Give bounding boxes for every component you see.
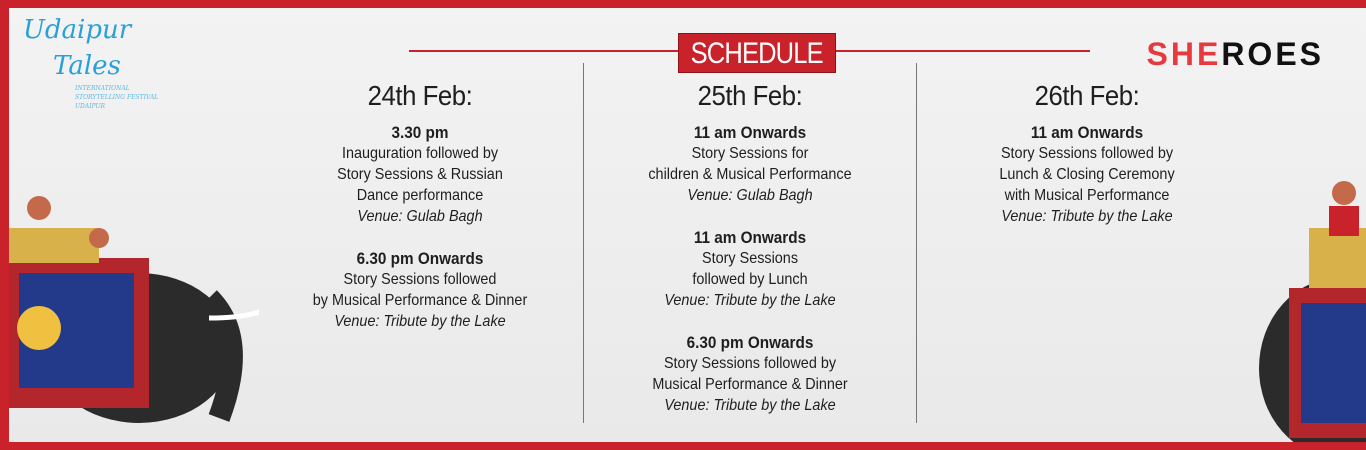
day-column (255, 80, 585, 353)
event-venue: Venue: Tribute by the Lake (334, 313, 506, 330)
day-column (585, 80, 915, 437)
day-date: 24th Feb: (367, 80, 473, 111)
title-rule-left (409, 50, 679, 52)
sheroes-black: ROES (1221, 36, 1324, 72)
event-description: by Musical Performance & Dinner (312, 292, 528, 309)
event-description: Musical Performance & Dinner (652, 376, 848, 393)
event-description: Story Sessions (701, 250, 799, 267)
schedule-title (678, 33, 836, 73)
event-description: with Musical Performance (1004, 187, 1170, 204)
event-description: Story Sessions followed by (663, 355, 837, 372)
event-description: Story Sessions followed by (1000, 145, 1174, 162)
udaipur-tales-logo (23, 12, 158, 111)
event-time: 11 am Onwards (693, 123, 807, 142)
event-description: Dance performance (356, 187, 484, 204)
event-time: 11 am Onwards (693, 228, 807, 247)
logo-line1: Udaipur (23, 15, 132, 45)
schedule-event (585, 122, 915, 206)
schedule-event (255, 122, 585, 227)
day-date: 26th Feb: (1034, 80, 1140, 111)
event-description: Inauguration followed by (341, 145, 499, 162)
logo-line2: Tales (53, 51, 121, 81)
event-time: 3.30 pm (391, 123, 449, 142)
title-rule-right (835, 50, 1090, 52)
event-venue: Venue: Tribute by the Lake (1001, 208, 1173, 225)
schedule-event (922, 122, 1252, 227)
event-venue: Venue: Gulab Bagh (357, 208, 483, 225)
column-divider (916, 63, 917, 423)
elephant-right-illustration (1229, 158, 1366, 442)
schedule-banner (9, 8, 1366, 442)
day-date: 25th Feb: (697, 80, 803, 111)
event-venue: Venue: Tribute by the Lake (664, 397, 836, 414)
logo-tagline: INTERNATIONAL (75, 85, 130, 92)
logo-tagline: UDAIPUR (75, 103, 106, 110)
event-time: 6.30 pm Onwards (356, 249, 484, 268)
event-time: 6.30 pm Onwards (686, 333, 814, 352)
day-column (922, 80, 1252, 248)
schedule-title-text: SCHEDULE (690, 37, 824, 70)
event-description: Story Sessions for (691, 145, 809, 162)
logo-tagline: STORYTELLING FESTIVAL (75, 94, 159, 101)
event-time: 11 am Onwards (1030, 123, 1144, 142)
event-venue: Venue: Gulab Bagh (687, 187, 813, 204)
schedule-event (255, 248, 585, 332)
event-description: followed by Lunch (692, 271, 808, 288)
event-description: Story Sessions & Russian (337, 166, 503, 183)
sheroes-red: SHE (1146, 36, 1222, 72)
event-description: Story Sessions followed (343, 271, 497, 288)
sheroes-logo (1147, 36, 1324, 73)
elephant-left-illustration (9, 178, 259, 442)
schedule-event (585, 227, 915, 311)
event-description: Lunch & Closing Ceremony (999, 166, 1175, 183)
schedule-event (585, 332, 915, 416)
event-description: children & Musical Performance (648, 166, 852, 183)
event-venue: Venue: Tribute by the Lake (664, 292, 836, 309)
